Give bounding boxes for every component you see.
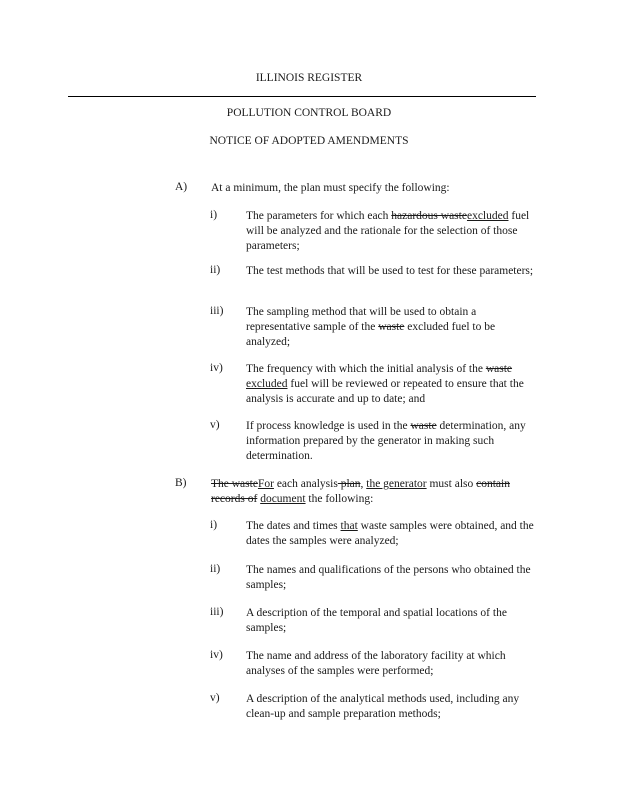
text-run: fuel will be reviewed or repeated to ensure that the analysis is accurate and up to date; and bbox=[246, 378, 524, 405]
section-a-label: A) bbox=[175, 181, 188, 193]
text-run: The names and qualifications of the persons who obtained the samples; bbox=[246, 564, 531, 591]
item-text bbox=[246, 606, 536, 636]
deleted-text: The waste bbox=[211, 478, 258, 490]
register-title: ILLINOIS REGISTER bbox=[255, 72, 363, 84]
inserted-text: that bbox=[340, 520, 358, 532]
text-run: The sampling method that will be used to obtain a representative sample of the bbox=[246, 306, 477, 333]
text-run: The parameters for which each bbox=[246, 210, 392, 222]
item-label: i) bbox=[210, 209, 218, 221]
section-a-intro: At a minimum, the plan must specify the following: bbox=[211, 182, 450, 194]
deleted-text: waste bbox=[485, 363, 513, 375]
deleted-text: waste bbox=[378, 321, 405, 333]
item-label: i) bbox=[210, 519, 218, 531]
text-run: the following: bbox=[305, 493, 374, 505]
text-run: excluded fuel to be analyzed; bbox=[246, 321, 496, 348]
text-run: each analysis bbox=[273, 478, 338, 490]
item-label: iv) bbox=[210, 649, 223, 661]
deleted-text: plan bbox=[337, 478, 361, 490]
deleted-text: contain records of bbox=[211, 478, 510, 505]
text-run: A description of the temporal and spatial locations of the samples; bbox=[246, 607, 507, 634]
inserted-text: For bbox=[257, 478, 274, 490]
deleted-text: hazardous waste bbox=[391, 210, 467, 222]
text-run: The dates and times bbox=[246, 520, 341, 532]
item-text bbox=[246, 563, 536, 593]
text-run: must also bbox=[426, 478, 477, 490]
text-run: A description of the analytical methods used, including any clean-up and sample preparation methods; bbox=[246, 693, 520, 720]
board-title: POLLUTION CONTROL BOARD bbox=[226, 107, 392, 119]
text-run: If process knowledge is used in the bbox=[246, 420, 411, 432]
item-text bbox=[246, 209, 536, 254]
item-text bbox=[246, 264, 536, 279]
item-text bbox=[246, 305, 536, 350]
text-run: The name and address of the laboratory facility at which analyses of the samples were performed; bbox=[246, 650, 506, 677]
item-label: v) bbox=[210, 419, 220, 431]
text-run: fuel will be analyzed and the rationale for the selection of those parameters; bbox=[246, 210, 530, 252]
inserted-text: document bbox=[260, 493, 306, 505]
text-run: determination, any information prepared by the generator in making such determination. bbox=[246, 420, 526, 462]
text-run: waste samples were obtained, and the dates the samples were analyzed; bbox=[246, 520, 534, 547]
item-label: ii) bbox=[210, 264, 221, 276]
item-text bbox=[246, 419, 536, 464]
item-text bbox=[246, 519, 536, 549]
text-run: The test methods that will be used to test for these parameters; bbox=[246, 265, 534, 277]
notice-title: NOTICE OF ADOPTED AMENDMENTS bbox=[209, 135, 409, 147]
section-b-label: B) bbox=[175, 477, 187, 489]
item-label: v) bbox=[210, 692, 220, 704]
header-rule bbox=[68, 96, 536, 97]
deleted-text: waste bbox=[410, 420, 437, 432]
text-run: , bbox=[360, 478, 367, 490]
item-label: iv) bbox=[210, 362, 223, 374]
item-text bbox=[246, 362, 536, 407]
item-label: ii) bbox=[210, 563, 221, 575]
item-label: iii) bbox=[210, 606, 224, 618]
text-run: The frequency with which the initial analysis of the bbox=[246, 363, 486, 375]
inserted-text: the generator bbox=[366, 478, 427, 490]
section-b-intro bbox=[211, 477, 541, 507]
inserted-text: excluded bbox=[466, 210, 509, 222]
inserted-text: excluded bbox=[246, 378, 288, 390]
item-label: iii) bbox=[210, 305, 224, 317]
item-text bbox=[246, 692, 536, 722]
item-text bbox=[246, 649, 536, 679]
